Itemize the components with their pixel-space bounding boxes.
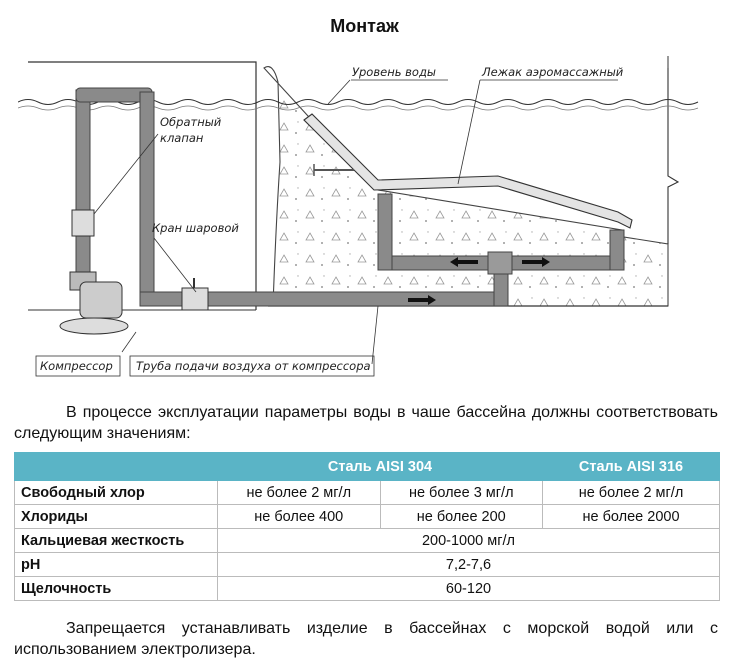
header-aisi-316: Сталь AISI 316 (543, 453, 720, 481)
label-check-valve-1: Обратный (160, 115, 222, 129)
table-row (15, 553, 720, 577)
table-cell: не более 400 (218, 505, 381, 529)
header-aisi-304: Сталь AISI 304 (218, 453, 543, 481)
table-header-row (15, 453, 720, 481)
label-compressor: Компрессор (40, 359, 113, 373)
table-cell: Хлориды (15, 505, 218, 529)
installation-diagram (18, 52, 708, 382)
footer-paragraph: Запрещается устанавливать изделие в бассейнах с морской водой или с использованием электролизера. (14, 620, 718, 658)
water-parameters-table (14, 452, 720, 601)
table-cell: Щелочность (15, 577, 218, 601)
table-cell: не более 2 мг/л (543, 481, 720, 505)
label-air-pipe: Труба подачи воздуха от компрессора (136, 359, 371, 373)
table-cell: 7,2-7,6 (218, 553, 720, 577)
table-row (15, 481, 720, 505)
pipe-vertical-right (140, 92, 154, 302)
pipe-vertical-left (76, 90, 90, 280)
label-ball-valve: Кран шаровой (152, 221, 239, 235)
label-lounger: Лежак аэромассажный (482, 65, 624, 79)
table-cell: pH (15, 553, 218, 577)
header-empty (15, 453, 218, 481)
table-cell: не более 3 мг/л (380, 481, 543, 505)
compressor-icon (60, 272, 128, 334)
table-cell: 60-120 (218, 577, 720, 601)
table-cell: не более 2000 (543, 505, 720, 529)
page-title: Монтаж (330, 16, 399, 36)
table-row (15, 529, 720, 553)
table-cell: 200-1000 мг/л (218, 529, 720, 553)
table-cell: не более 200 (380, 505, 543, 529)
label-check-valve-2: клапан (160, 131, 204, 145)
table-cell: Кальциевая жесткость (15, 529, 218, 553)
table-row (15, 505, 720, 529)
intro-paragraph: В процессе эксплуатации параметры воды в чаше бассейна должны соответствовать следующим значениям: (14, 404, 718, 442)
table-row (15, 577, 720, 601)
label-water-level: Уровень воды (352, 65, 436, 79)
check-valve (72, 210, 94, 236)
table-cell: Свободный хлор (15, 481, 218, 505)
table-cell: не более 2 мг/л (218, 481, 381, 505)
